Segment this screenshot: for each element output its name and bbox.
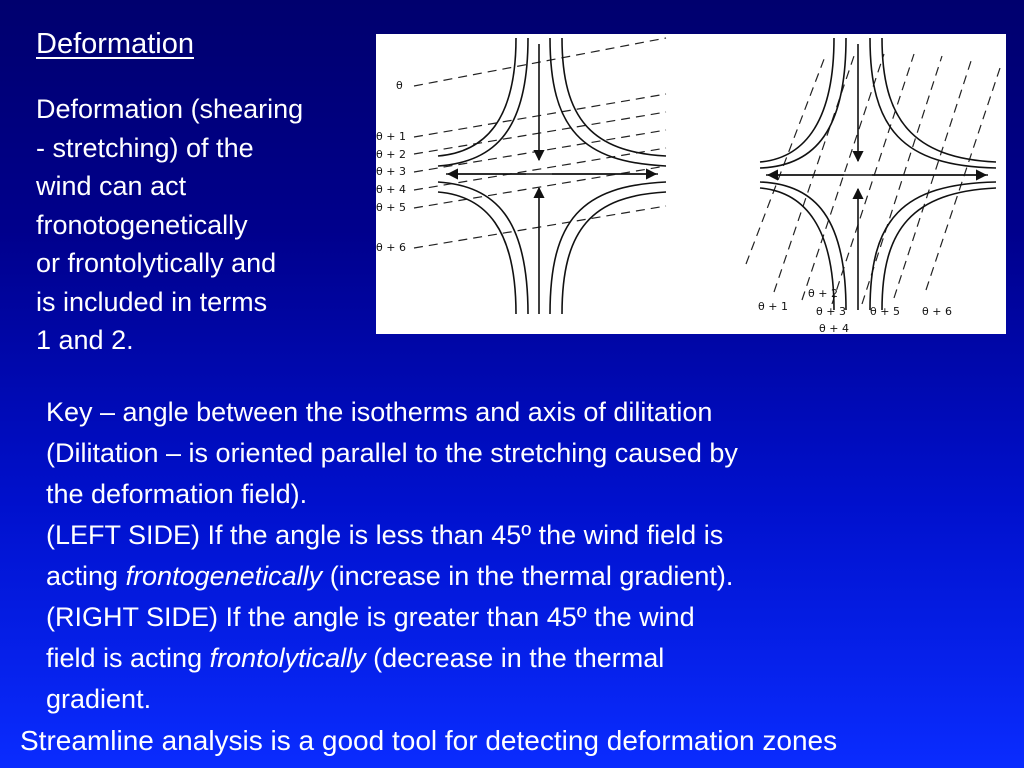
isotherm-label: θ + 2 [808, 287, 838, 300]
intro-line: Deformation (shearing [36, 94, 304, 124]
intro-text [36, 90, 381, 360]
right-panel [746, 38, 1000, 334]
key-line: the deformation field). [46, 479, 308, 509]
left-isotherms [414, 38, 666, 248]
key-text-span: acting [46, 561, 126, 591]
isotherm-label: θ [396, 79, 403, 92]
left-panel [376, 38, 666, 314]
isotherm-label: θ + 4 [819, 322, 849, 334]
key-emphasis: frontogenetically [125, 561, 323, 591]
key-line [46, 556, 1006, 597]
key-line: (LEFT SIDE) If the angle is less than 45º the wind field is [46, 520, 724, 550]
intro-line: fronotogenetically [36, 209, 248, 240]
isotherm-label: θ + 3 [816, 305, 846, 318]
intro-line: is included in terms [36, 286, 268, 317]
intro-line: - stretching) of the [36, 132, 254, 163]
isotherm-label: θ + 4 [376, 183, 406, 196]
left-streamlines [438, 38, 666, 314]
key-text [46, 392, 1006, 720]
deformation-figure [376, 34, 1006, 334]
key-line: (Dilitation – is oriented parallel to the stretching caused by [46, 438, 738, 468]
isotherm-label: θ + 2 [376, 148, 406, 161]
right-streamlines [760, 38, 996, 310]
right-isotherm-labels [758, 287, 952, 334]
deformation-diagram [376, 34, 1006, 334]
isotherm-label: θ + 1 [376, 130, 406, 143]
key-line: gradient. [46, 684, 152, 714]
key-text-span: (decrease in the thermal [365, 643, 665, 673]
key-text-span: field is acting [46, 643, 210, 673]
key-text-span: (increase in the thermal gradient). [322, 561, 734, 591]
intro-line: or frontolytically and [36, 248, 277, 278]
intro-line: 1 and 2. [36, 325, 134, 355]
slide-title: Deformation [36, 28, 194, 60]
isotherm-label: θ + 5 [870, 305, 900, 318]
isotherm-label: θ + 6 [922, 305, 952, 318]
key-line: Key – angle between the isotherms and axis of dilitation [46, 397, 713, 427]
left-isotherm-labels [376, 79, 406, 254]
isotherm-label: θ + 5 [376, 201, 406, 214]
key-line [46, 638, 1006, 679]
intro-line: wind can act [36, 171, 187, 201]
footer-text: Streamline analysis is a good tool for detecting deformation zones [20, 725, 838, 756]
right-arrows [768, 44, 986, 310]
key-emphasis: frontolytically [209, 643, 366, 673]
isotherm-label: θ + 1 [758, 300, 788, 313]
isotherm-label: θ + 6 [376, 241, 406, 254]
key-line: (RIGHT SIDE) If the angle is greater than 45º the wind [46, 602, 695, 632]
isotherm-label: θ + 3 [376, 165, 406, 178]
